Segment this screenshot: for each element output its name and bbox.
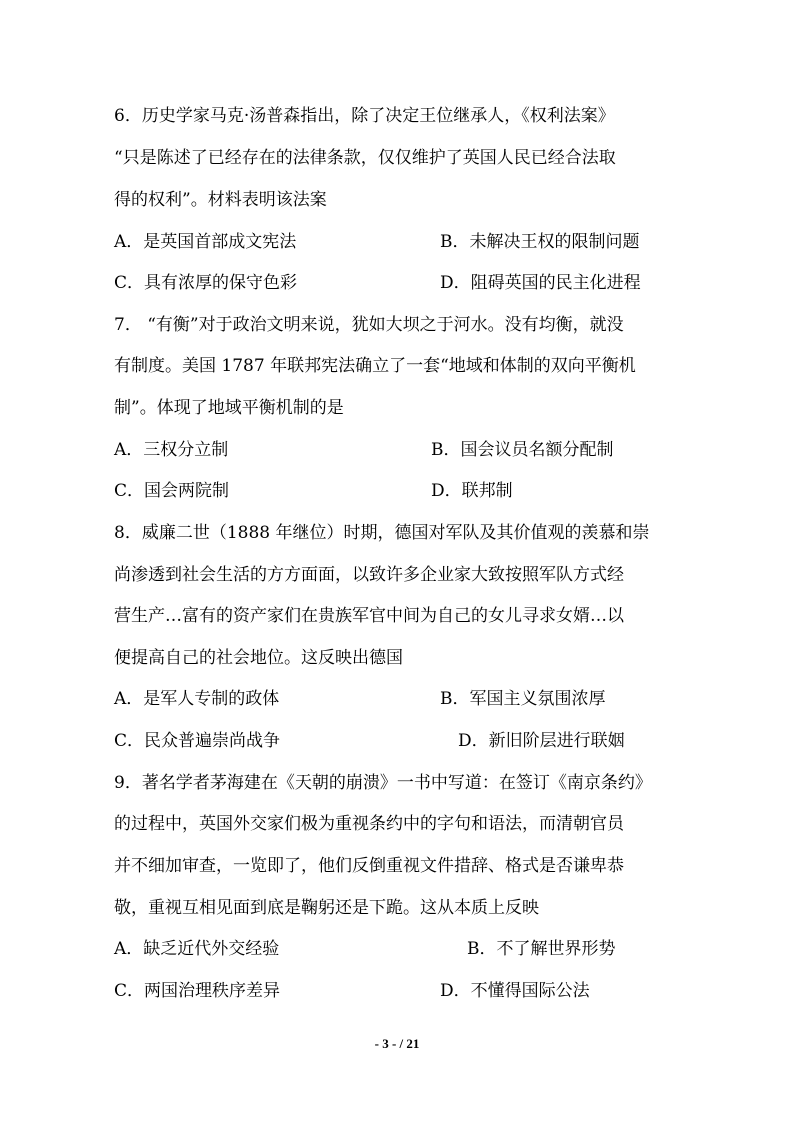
page-number: - 3 - / 21: [374, 1036, 420, 1051]
question-8-option-c: C．民众普遍崇尚战争: [114, 731, 281, 751]
question-7-line-3: 制”。体现了地域平衡机制的是: [114, 398, 344, 418]
question-6-line-3: 得的权利”。材料表明该法案: [114, 190, 327, 210]
question-9-option-c: C．两国治理秩序差异: [114, 981, 281, 1001]
question-6-option-c: C．具有浓厚的保守色彩: [114, 273, 298, 293]
question-9-line-1: 9．著名学者茅海建在《天朝的崩溃》一书中写道：在签订《南京条约》: [114, 773, 652, 793]
question-9-line-2: 的过程中，英国外交家们极为重视条约中的字句和语法，而清朝官员: [114, 814, 624, 834]
question-6-option-b: B．未解决王权的限制问题: [440, 232, 640, 252]
question-6-line-2: “只是陈述了已经存在的法律条款，仅仅维护了英国人民已经合法取: [114, 148, 616, 168]
question-8-line-3: 营生产…富有的资产家们在贵族军官中间为自己的女儿寻求女婿…以: [114, 606, 624, 626]
question-9-option-a: A．缺乏近代外交经验: [114, 939, 280, 959]
question-8-line-2: 尚渗透到社会生活的方方面面，以致许多企业家大致按照军队方式经: [114, 565, 624, 585]
question-7-option-d: D．联邦制: [431, 481, 513, 501]
question-8-line-1: 8．威廉二世（1888 年继位）时期，德国对军队及其价值观的羡慕和崇: [114, 523, 650, 543]
question-8-line-4: 便提高自己的社会地位。这反映出德国: [114, 648, 403, 668]
question-7-option-c: C．国会两院制: [114, 481, 230, 501]
question-8-option-b: B．军国主义氛围浓厚: [440, 689, 606, 709]
question-9-option-d: D．不懂得国际公法: [440, 981, 590, 1001]
question-8-option-d: D．新旧阶层进行联姻: [458, 731, 625, 751]
question-7-line-2: 有制度。美国 1787 年联邦宪法确立了一套“地域和体制的双向平衡机: [114, 356, 636, 376]
question-6-option-d: D．阻碍英国的民主化进程: [440, 273, 641, 293]
question-9-line-4: 敬，重视互相见面到底是鞠躬还是下跪。这从本质上反映: [114, 898, 539, 918]
question-8-option-a: A．是军人专制的政体: [114, 689, 280, 709]
question-9-line-3: 并不细加审查，一览即了，他们反倒重视文件措辞、格式是否谦卑恭: [114, 856, 624, 876]
question-6-line-1: 6．历史学家马克·汤普森指出，除了决定王位继承人，《权利法案》: [114, 106, 615, 126]
question-9-option-b: B．不了解世界形势: [467, 939, 616, 959]
question-6-option-a: A．是英国首部成文宪法: [114, 232, 297, 252]
question-7-option-b: B．国会议员名额分配制: [431, 440, 614, 460]
question-7-option-a: A．三权分立制: [114, 440, 229, 460]
question-7-line-1: 7． “有衡”对于政治文明来说，犹如大坝之于河水。没有均衡，就没: [114, 315, 624, 335]
